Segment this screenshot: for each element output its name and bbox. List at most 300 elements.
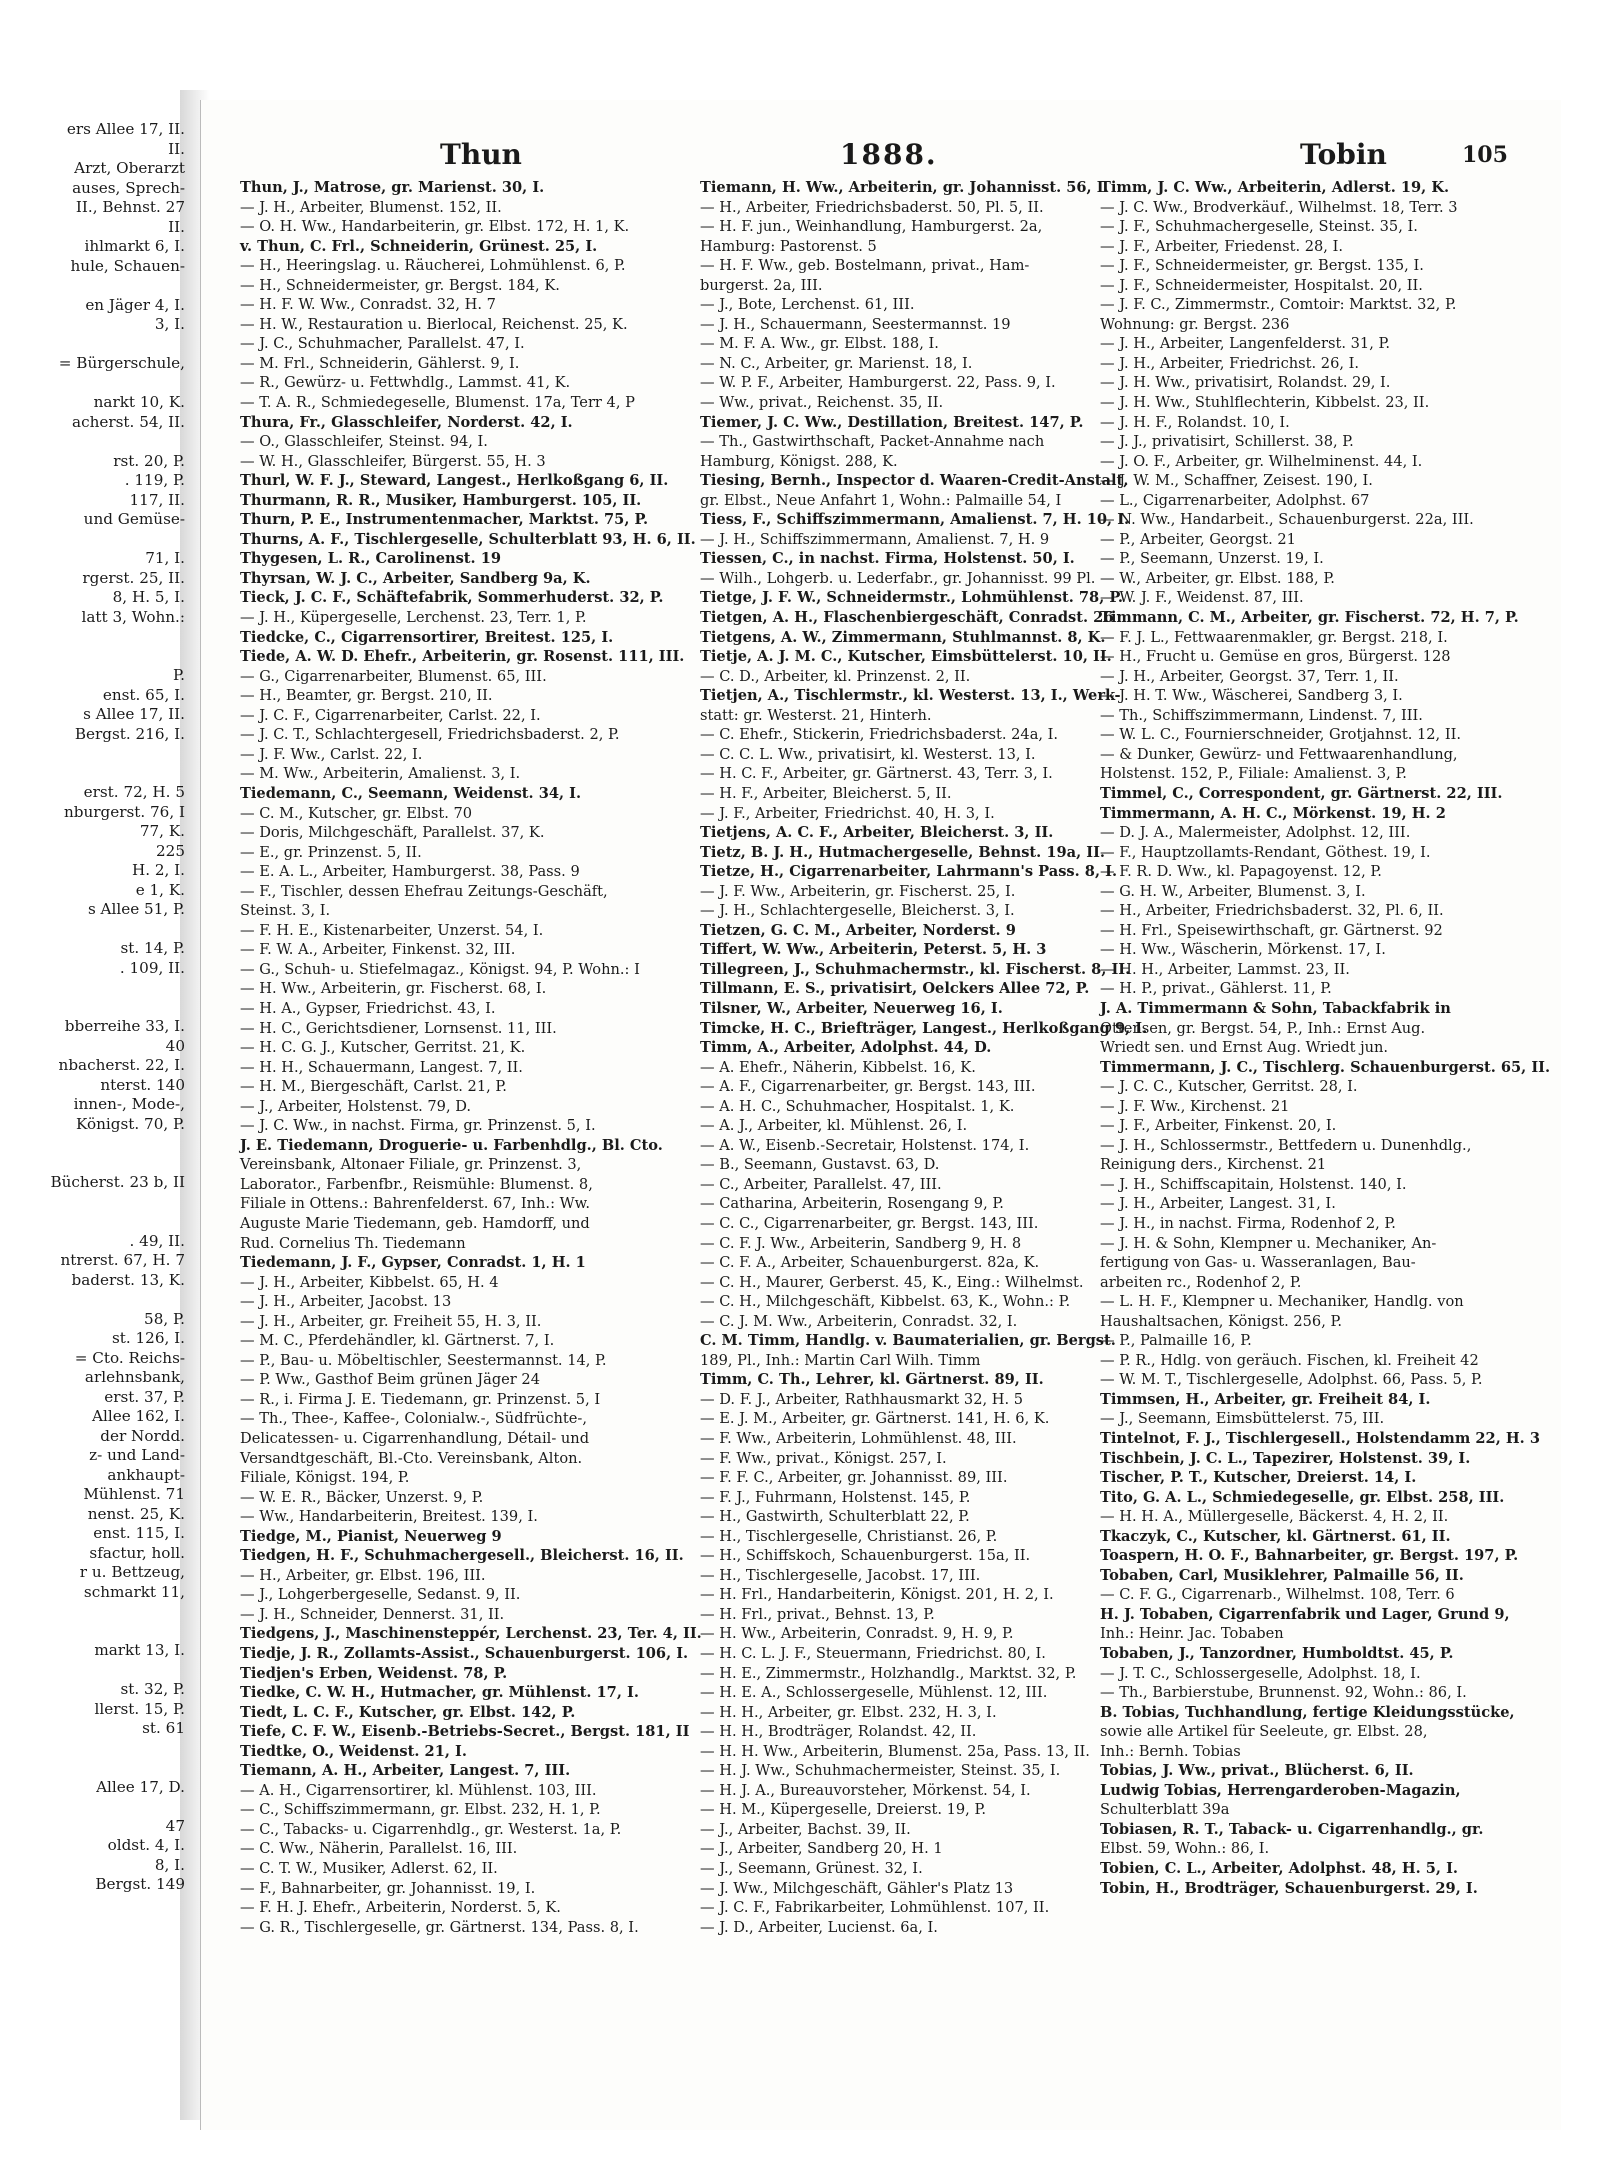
directory-entry: Tito, G. A. L., Schmiedegeselle, gr. Elbst. 258, III. bbox=[1100, 1488, 1505, 1506]
directory-entry: Tietzen, G. C. M., Arbeiter, Norderst. 9 bbox=[700, 921, 1016, 939]
directory-entry: — H., Heeringslag. u. Räucherei, Lohmühlenst. 6, P. bbox=[240, 257, 626, 275]
directory-entry: — C. J. M. Ww., Arbeiterin, Conradst. 32, I. bbox=[700, 1312, 1018, 1330]
directory-entry: — W. L. C., Fournierschneider, Grotjahnst. 12, II. bbox=[1100, 726, 1462, 744]
directory-entry: Laborator., Farbenfbr., Reismühle: Blumenst. 8, bbox=[240, 1175, 593, 1193]
prev-page-line bbox=[0, 998, 185, 1018]
directory-entry: Tietz, B. J. H., Hutmachergeselle, Behnst. 19a, II. bbox=[700, 843, 1105, 861]
directory-entry: — W. H., Glasschleifer, Bürgerst. 55, H. 3 bbox=[240, 452, 546, 470]
prev-page-line: acherst. 54, II. bbox=[72, 412, 185, 431]
prev-page-line: Allee 17, D. bbox=[96, 1777, 185, 1796]
prev-page-line: arlehnsbank, bbox=[84, 1368, 185, 1386]
directory-entry: Toaspern, H. O. F., Bahnarbeiter, gr. Bergst. 197, P. bbox=[1100, 1547, 1519, 1565]
directory-entry: — J., Seemann, Grünest. 32, I. bbox=[700, 1860, 923, 1878]
directory-entry: — J. H. F., Rolandst. 10, I. bbox=[1100, 413, 1290, 431]
directory-entry: Timmel, C., Correspondent, gr. Gärtnerst. 22, III. bbox=[1100, 784, 1503, 802]
directory-entry: — H., Schneidermeister, gr. Bergst. 184, K. bbox=[240, 276, 560, 294]
prev-page-line bbox=[0, 1154, 185, 1174]
prev-page-line: nburgerst. 76, I bbox=[63, 802, 185, 821]
directory-entry: Hamburg: Pastorenst. 5 bbox=[700, 237, 877, 255]
prev-page-line bbox=[0, 627, 185, 647]
directory-entry: — C. D., Arbeiter, kl. Prinzenst. 2, II. bbox=[700, 667, 971, 685]
directory-entry: — H. Frl., Handarbeiterin, Königst. 201, H. 2, I. bbox=[700, 1586, 1054, 1604]
directory-entry: — E. J. M., Arbeiter, gr. Gärtnerst. 141, H. 6, K. bbox=[700, 1410, 1050, 1428]
directory-entry: — C., Tabacks- u. Cigarrenhdlg., gr. Westerst. 1a, P. bbox=[240, 1820, 622, 1838]
directory-entry: — J. C., Schuhmacher, Parallelst. 47, I. bbox=[240, 335, 525, 353]
directory-entry: Tietjen, A., Tischlermstr., kl. Westerst. 13, I., Werk- bbox=[700, 687, 1121, 705]
directory-entry: Thyrsan, W. J. C., Arbeiter, Sandberg 9a, K. bbox=[240, 569, 591, 587]
directory-entry: Tilsner, W., Arbeiter, Neuerweg 16, I. bbox=[700, 999, 1003, 1017]
directory-entry: Haushaltsachen, Königst. 256, P. bbox=[1100, 1312, 1342, 1330]
directory-entry: Thurl, W. F. J., Steward, Langest., Herlkoßgang 6, II. bbox=[240, 472, 669, 490]
directory-entry: — J. T. C., Schlossergeselle, Adolphst. 18, I. bbox=[1100, 1664, 1421, 1682]
prev-page-line: . 49, II. bbox=[129, 1231, 185, 1250]
directory-entry: Holstenst. 152, P., Filiale: Amalienst. 3, P. bbox=[1100, 765, 1407, 783]
prev-page-line: 40 bbox=[165, 1036, 185, 1055]
directory-entry: — F. H. E., Kistenarbeiter, Unzerst. 54, I. bbox=[240, 921, 544, 939]
directory-entry: Tiedemann, C., Seemann, Weidenst. 34, I. bbox=[240, 784, 582, 802]
directory-entry: — Th., Thee-, Kaffee-, Colonialw.-, Südfrüchte-, bbox=[240, 1410, 587, 1428]
directory-entry: — L., Cigarrenarbeiter, Adolphst. 67 bbox=[1100, 491, 1370, 509]
prev-page-line: und Gemüse- bbox=[83, 510, 185, 528]
directory-entry: — H. F., Arbeiter, Bleicherst. 5, II. bbox=[700, 784, 952, 802]
prev-page-line: Bücherst. 23 b, II bbox=[50, 1173, 185, 1191]
directory-entry: Tiedge, M., Pianist, Neuerweg 9 bbox=[240, 1527, 502, 1545]
prev-page-line: 3, I. bbox=[154, 315, 185, 333]
directory-entry: Tieck, J. C. F., Schäftefabrik, Sommerhuderst. 32, P. bbox=[240, 589, 664, 607]
prev-page-line: latt 3, Wohn.: bbox=[81, 607, 185, 626]
directory-entry: — H., Gastwirth, Schulterblatt 22, P. bbox=[700, 1508, 970, 1526]
directory-entry: — A. W., Eisenb.-Secretair, Holstenst. 174, I. bbox=[700, 1136, 1030, 1154]
directory-entry: — P., Bau- u. Möbeltischler, Seestermannst. 14, P. bbox=[240, 1351, 607, 1369]
prev-page-line bbox=[0, 1797, 185, 1817]
prev-page-line bbox=[0, 1134, 185, 1154]
directory-entry: — H. C. G. J., Kutscher, Gerritst. 21, K. bbox=[240, 1039, 526, 1057]
directory-entry: — H. M., Biergeschäft, Carlst. 21, P. bbox=[240, 1078, 507, 1096]
directory-entry: — C., Arbeiter, Parallelst. 47, III. bbox=[700, 1175, 942, 1193]
prev-page-line: = Cto. Reichs- bbox=[74, 1348, 185, 1367]
directory-entry: — Th., Barbierstube, Brunnenst. 92, Wohn.: 86, I. bbox=[1100, 1684, 1467, 1702]
prev-page-line: P. bbox=[173, 666, 185, 684]
directory-entry: J. A. Timmermann & Sohn, Tabackfabrik in bbox=[1100, 999, 1451, 1017]
directory-entry: Thurns, A. F., Tischlergeselle, Schulterblatt 93, H. 6, II. bbox=[240, 530, 696, 548]
directory-entry: — F. W. A., Arbeiter, Finkenst. 32, III. bbox=[240, 941, 516, 959]
directory-entry: Tintelnot, F. J., Tischlergesell., Holstendamm 22, H. 3 bbox=[1100, 1430, 1540, 1447]
directory-entry: Timcke, H. C., Briefträger, Langest., Herlkoßgang 9, I. bbox=[700, 1019, 1148, 1037]
directory-entry: — W. E. R., Bäcker, Unzerst. 9, P. bbox=[240, 1488, 484, 1506]
prev-page-line: . 109, II. bbox=[119, 958, 185, 977]
prev-page-line bbox=[0, 1290, 185, 1310]
prev-page-line: st. 126, I. bbox=[111, 1329, 185, 1347]
prev-page-line: = Bürgerschule, bbox=[58, 354, 185, 372]
directory-entry: — P., Palmaille 16, P. bbox=[1100, 1332, 1252, 1350]
page-header bbox=[240, 138, 1540, 174]
directory-entry: — H. E., Zimmermstr., Holzhandlg., Marktst. 32, P. bbox=[700, 1664, 1077, 1682]
directory-entry: — J. H., Schiffscapitain, Holstenst. 140, I. bbox=[1100, 1175, 1407, 1193]
directory-entry: Tiessen, C., in nachst. Firma, Holstenst. 50, I. bbox=[700, 550, 1075, 568]
directory-entry: — A. F., Cigarrenarbeiter, gr. Bergst. 143, III. bbox=[700, 1078, 1036, 1096]
directory-entry: Tiffert, W. Ww., Arbeiterin, Peterst. 5, H. 3 bbox=[700, 941, 1047, 959]
directory-entry: — H., Frucht u. Gemüse en gros, Bürgerst. 128 bbox=[1100, 648, 1451, 666]
directory-column-2 bbox=[700, 178, 1148, 2078]
prev-page-line: hule, Schauen- bbox=[70, 256, 185, 275]
directory-entry: — J. F., Schneidermeister, Hospitalst. 20, II. bbox=[1100, 276, 1423, 294]
directory-entry: — J. O. F., Arbeiter, gr. Wilhelminenst. 44, I. bbox=[1100, 452, 1423, 470]
directory-entry: Tiemer, J. C. Ww., Destillation, Breitest. 147, P. bbox=[700, 413, 1084, 431]
directory-entry: — M. C., Pferdehändler, kl. Gärtnerst. 7, I. bbox=[240, 1332, 555, 1350]
directory-entry: burgerst. 2a, III. bbox=[700, 276, 823, 294]
directory-entry: — M. Ww., Arbeiterin, Amalienst. 3, I. bbox=[240, 765, 521, 783]
prev-page-line: II. bbox=[168, 217, 185, 236]
directory-entry: 189, Pl., Inh.: Martin Carl Wilh. Timm bbox=[700, 1351, 981, 1369]
directory-entry: — J. D., Arbeiter, Lucienst. 6a, I. bbox=[700, 1918, 938, 1936]
prev-page-line: st. 14, P. bbox=[120, 939, 185, 957]
directory-entry: — H. H., Arbeiter, Lammst. 23, II. bbox=[1100, 960, 1350, 978]
directory-entry: Tiedje, J. R., Zollamts-Assist., Schauenburgerst. 106, I. bbox=[240, 1645, 689, 1663]
directory-entry: — W. J. F., Weidenst. 87, III. bbox=[1100, 589, 1304, 607]
directory-entry: Tietgens, A. W., Zimmermann, Stuhlmannst. 8, K. bbox=[700, 628, 1106, 646]
directory-entry: — D. J. A., Malermeister, Adolphst. 12, III. bbox=[1100, 824, 1411, 842]
directory-entry: — P., Arbeiter, Georgst. 21 bbox=[1100, 530, 1296, 548]
directory-entry: Thygesen, L. R., Carolinenst. 19 bbox=[240, 550, 502, 568]
directory-entry: Tobias, J. Ww., privat., Blücherst. 6, II. bbox=[1100, 1762, 1414, 1780]
directory-entry: Tkaczyk, C., Kutscher, kl. Gärtnerst. 61, II. bbox=[1100, 1527, 1451, 1545]
directory-entry: — A. H., Cigarrensortirer, kl. Mühlenst. 103, III. bbox=[240, 1781, 597, 1799]
directory-entry: — J., Arbeiter, Bachst. 39, II. bbox=[700, 1820, 911, 1838]
directory-entry: Ludwig Tobias, Herrengarderoben-Magazin, bbox=[1100, 1781, 1461, 1799]
directory-entry: — M. Frl., Schneiderin, Gählerst. 9, I. bbox=[240, 354, 520, 372]
directory-entry: — J. H., Arbeiter, gr. Freiheit 55, H. 3, II. bbox=[240, 1312, 542, 1330]
directory-entry: — J. H., Arbeiter, Friedrichst. 26, I. bbox=[1100, 354, 1360, 372]
directory-entry: — P. R., Hdlg. von geräuch. Fischen, kl. Freiheit 42 bbox=[1100, 1351, 1479, 1369]
directory-entry: — F. J. L., Fettwaarenmakler, gr. Bergst. 218, I. bbox=[1100, 628, 1448, 646]
directory-entry: — & Dunker, Gewürz- und Fettwaarenhandlung, bbox=[1100, 745, 1458, 763]
directory-entry: sowie alle Artikel für Seeleute, gr. Elbst. 28, bbox=[1100, 1723, 1428, 1741]
directory-entry: Schulterblatt 39a bbox=[1100, 1801, 1230, 1819]
directory-entry: Timmermann, J. C., Tischlerg. Schauenburgerst. 65, II. bbox=[1100, 1058, 1551, 1076]
directory-entry: Wriedt sen. und Ernst Aug. Wriedt jun. bbox=[1100, 1039, 1389, 1057]
prev-page-line bbox=[0, 1602, 185, 1622]
directory-entry: — J. H., Arbeiter, Langenfelderst. 31, P. bbox=[1100, 335, 1390, 353]
prev-page-line: ihlmarkt 6, I. bbox=[84, 237, 185, 255]
directory-entry: B. Tobias, Tuchhandlung, fertige Kleidungsstücke, bbox=[1100, 1703, 1515, 1721]
directory-entry: Thun, J., Matrose, gr. Marienst. 30, I. bbox=[240, 179, 545, 196]
directory-entry: — J. H., Schlachtergeselle, Bleicherst. 3, I. bbox=[700, 902, 1015, 920]
directory-entry: — J. H., Schneider, Dennerst. 31, II. bbox=[240, 1605, 505, 1623]
directory-entry: — P. Ww., Gasthof Beim grünen Jäger 24 bbox=[240, 1371, 540, 1389]
directory-entry: Inh.: Bernh. Tobias bbox=[1100, 1742, 1241, 1760]
directory-entry: Tietje, A. J. M. C., Kutscher, Eimsbüttelerst. 10, II. bbox=[700, 648, 1112, 666]
prev-page-line bbox=[0, 744, 185, 764]
directory-entry: — G. H. W., Arbeiter, Blumenst. 3, I. bbox=[1100, 882, 1366, 900]
directory-entry: — H., Arbeiter, Friedrichsbaderst. 32, Pl. 6, II. bbox=[1100, 902, 1444, 920]
prev-page-line bbox=[0, 920, 185, 940]
directory-entry: — B., Seemann, Gustavst. 63, D. bbox=[700, 1156, 940, 1174]
directory-entry: — J. H., Schauermann, Seestermannst. 19 bbox=[700, 315, 1011, 333]
directory-entry: Filiale in Ottens.: Bahrenfelderst. 67, Inh.: Ww. bbox=[240, 1195, 591, 1213]
directory-entry: Tiess, F., Schiffszimmermann, Amalienst. 7, H. 10, I. bbox=[700, 511, 1130, 529]
prev-page-line: 225 bbox=[156, 841, 185, 860]
prev-page-line bbox=[0, 978, 185, 998]
directory-entry: — H. Ww., Arbeiterin, gr. Fischerst. 68, I. bbox=[240, 980, 547, 998]
prev-page-line: . 119, P. bbox=[124, 471, 185, 489]
directory-entry: — A. Ehefr., Näherin, Kibbelst. 16, K. bbox=[700, 1058, 976, 1076]
directory-entry: — C., Schiffszimmermann, gr. Elbst. 232, H. 1, P. bbox=[240, 1801, 601, 1819]
prev-page-line: 8, I. bbox=[154, 1855, 185, 1874]
directory-entry: — F., Hauptzollamts-Rendant, Göthest. 19, I. bbox=[1100, 843, 1431, 861]
directory-entry: — T. A. R., Schmiedegeselle, Blumenst. 17a, Terr 4, P bbox=[240, 394, 635, 412]
previous-page-fragment bbox=[0, 120, 185, 2050]
directory-entry: — O. H. Ww., Handarbeiterin, gr. Elbst. 172, H. 1, K. bbox=[240, 218, 630, 236]
prev-page-line: auses, Sprech- bbox=[72, 178, 185, 197]
directory-entry: — J. C. F., Fabrikarbeiter, Lohmühlenst. 107, II. bbox=[700, 1899, 1050, 1917]
directory-entry: Versandtgeschäft, Bl.-Cto. Vereinsbank, Alton. bbox=[240, 1449, 583, 1467]
directory-entry: fertigung von Gas- u. Wasseranlagen, Bau- bbox=[1100, 1254, 1416, 1272]
prev-page-line: erst. 37, P. bbox=[104, 1387, 185, 1406]
directory-entry: — J. C. F., Cigarrenarbeiter, Carlst. 22, I. bbox=[240, 706, 541, 724]
prev-page-line bbox=[0, 1758, 185, 1778]
prev-page-line: II., Behnst. 27 bbox=[75, 198, 185, 216]
prev-page-line bbox=[0, 530, 185, 550]
directory-entry: Inh.: Heinr. Jac. Tobaben bbox=[1100, 1625, 1284, 1643]
prev-page-line: enst. 115, I. bbox=[93, 1524, 185, 1542]
directory-entry: — R., Gewürz- u. Fettwhdlg., Lammst. 41, K. bbox=[240, 374, 571, 392]
directory-entry: — H. C., Gerichtsdiener, Lornsenst. 11, III. bbox=[240, 1019, 557, 1037]
directory-entry: Tietge, J. F. W., Schneidermstr., Lohmühlenst. 78, P. bbox=[700, 589, 1124, 607]
directory-entry: Tobaben, J., Tanzordner, Humboldtst. 45, P. bbox=[1100, 1645, 1454, 1663]
directory-entry: Tiedgen, H. F., Schuhmachergesell., Bleicherst. 16, II. bbox=[240, 1547, 684, 1565]
directory-entry: Tiedke, C. W. H., Hutmacher, gr. Mühlenst. 17, I. bbox=[240, 1684, 639, 1702]
directory-entry: — C. M., Kutscher, gr. Elbst. 70 bbox=[240, 804, 473, 822]
directory-entry: — C. F. A., Arbeiter, Schauenburgerst. 82a, K. bbox=[700, 1254, 1040, 1272]
directory-entry: — H. A., Gypser, Friedrichst. 43, I. bbox=[240, 999, 496, 1017]
prev-page-line: nenst. 25, K. bbox=[87, 1504, 185, 1523]
prev-page-line: oldst. 4, I. bbox=[107, 1836, 185, 1854]
directory-entry: — Wilh., Lohgerb. u. Lederfabr., gr. Johannisst. 99 Pl. bbox=[700, 569, 1096, 587]
directory-entry: — J. J., privatisirt, Schillerst. 38, P. bbox=[1100, 433, 1354, 451]
directory-entry: — F., Bahnarbeiter, gr. Johannisst. 19, I. bbox=[240, 1879, 536, 1897]
directory-entry: — G., Cigarrenarbeiter, Blumenst. 65, III. bbox=[240, 667, 547, 685]
directory-entry: Tillmann, E. S., privatisirt, Oelckers Allee 72, P. bbox=[700, 980, 1090, 998]
directory-entry: Tobien, C. L., Arbeiter, Adolphst. 48, H. 5, I. bbox=[1100, 1860, 1458, 1878]
directory-entry: Timm, C. Th., Lehrer, kl. Gärtnerst. 89, II. bbox=[700, 1371, 1044, 1389]
prev-page-line: s Allee 17, II. bbox=[83, 705, 185, 723]
directory-entry: — J. H., Arbeiter, Kibbelst. 65, H. 4 bbox=[240, 1273, 499, 1291]
directory-entry: — J. C. Ww., in nachst. Firma, gr. Prinzenst. 5, I. bbox=[240, 1117, 596, 1135]
prev-page-line: 47 bbox=[165, 1816, 185, 1835]
prev-page-line: Arzt, Oberarzt bbox=[74, 159, 185, 177]
directory-entry: Tietze, H., Cigarrenarbeiter, Lahrmann's Pass. 8, I. bbox=[700, 863, 1118, 881]
prev-page-line: Königst. 70, P. bbox=[76, 1114, 185, 1133]
directory-entry: — J. H. Ww., Stuhlflechterin, Kibbelst. 23, II. bbox=[1100, 394, 1430, 412]
prev-page-line bbox=[0, 335, 185, 355]
directory-entry: Thurmann, R. R., Musiker, Hamburgerst. 105, II. bbox=[240, 491, 642, 509]
directory-entry: gr. Elbst., Neue Anfahrt 1, Wohn.: Palmaille 54, I bbox=[700, 491, 1062, 509]
directory-entry: — W., Arbeiter, gr. Elbst. 188, P. bbox=[1100, 569, 1335, 587]
directory-entry: Delicatessen- u. Cigarrenhandlung, Détail- und bbox=[240, 1430, 590, 1447]
prev-page-line: enst. 65, I. bbox=[102, 685, 185, 704]
prev-page-line: e 1, K. bbox=[135, 880, 185, 899]
directory-entry: — J. F. Ww., Carlst. 22, I. bbox=[240, 745, 423, 763]
prev-page-line: ers Allee 17, II. bbox=[66, 120, 185, 138]
directory-entry: — Ww., privat., Reichenst. 35, II. bbox=[700, 394, 944, 412]
prev-page-line: 71, I. bbox=[145, 549, 185, 567]
directory-entry: — J. F. Ww., Arbeiterin, gr. Fischerst. 25, I. bbox=[700, 882, 1016, 900]
prev-page-line bbox=[0, 276, 185, 296]
directory-entry: — H. Ww., Wäscherin, Mörkenst. 17, I. bbox=[1100, 941, 1386, 959]
directory-entry: — A. J., Arbeiter, kl. Mühlenst. 26, I. bbox=[700, 1117, 968, 1135]
directory-entry: — H. Ww., Arbeiterin, Conradst. 9, H. 9, P. bbox=[700, 1625, 1014, 1643]
directory-entry: — J., Bote, Lerchenst. 61, III. bbox=[700, 296, 915, 314]
directory-entry: Tiedtke, O., Weidenst. 21, I. bbox=[240, 1742, 467, 1760]
directory-entry: Wohnung: gr. Bergst. 236 bbox=[1100, 315, 1290, 333]
directory-entry: — J. F., Schneidermeister, gr. Bergst. 135, I. bbox=[1100, 257, 1424, 275]
directory-entry: Tiedcke, C., Cigarrensortirer, Breitest. 125, I. bbox=[240, 628, 614, 646]
prev-page-line bbox=[0, 1622, 185, 1642]
directory-entry: Timmann, C. M., Arbeiter, gr. Fischerst. 72, H. 7, P. bbox=[1100, 609, 1519, 627]
directory-entry: — G. R., Tischlergeselle, gr. Gärtnerst. 134, Pass. 8, I. bbox=[240, 1918, 639, 1936]
directory-entry: Tiedt, L. C. F., Kutscher, gr. Elbst. 142, P. bbox=[240, 1703, 576, 1721]
directory-entry: Filiale, Königst. 194, P. bbox=[240, 1469, 410, 1487]
directory-entry: Tiesing, Bernh., Inspector d. Waaren-Credit-Anstalt, bbox=[700, 472, 1129, 490]
directory-entry: — J. F., Arbeiter, Friedenst. 28, I. bbox=[1100, 237, 1343, 255]
directory-entry: Elbst. 59, Wohn.: 86, I. bbox=[1100, 1840, 1270, 1858]
directory-entry: — J. H., Küpergeselle, Lerchenst. 23, Terr. 1, P. bbox=[240, 609, 587, 627]
directory-entry: — H., Tischlergeselle, Christianst. 26, P. bbox=[700, 1527, 998, 1545]
prev-page-line: innen-, Mode-, bbox=[73, 1095, 185, 1113]
directory-entry: — C. C. L. Ww., privatisirt, kl. Westerst. 13, I. bbox=[700, 745, 1036, 763]
prev-page-line: nterst. 140 bbox=[100, 1075, 185, 1094]
directory-entry: — H. H. Ww., Arbeiterin, Blumenst. 25a, Pass. 13, II. bbox=[700, 1742, 1090, 1760]
directory-entry: — J. H., Schlossermstr., Bettfedern u. Dunenhdlg., bbox=[1100, 1136, 1472, 1154]
directory-entry: — H., Arbeiter, Friedrichsbaderst. 50, Pl. 5, II. bbox=[700, 198, 1044, 216]
prev-page-line: 58, P. bbox=[144, 1309, 185, 1328]
directory-entry: — H., Arbeiter, gr. Elbst. 196, III. bbox=[240, 1566, 486, 1584]
prev-page-line: 77, K. bbox=[139, 822, 185, 840]
directory-entry: Timmsen, H., Arbeiter, gr. Freiheit 84, I. bbox=[1100, 1390, 1431, 1408]
directory-entry: — F. H. J. Ehefr., Arbeiterin, Norderst. 5, K. bbox=[240, 1899, 561, 1917]
directory-entry: — J. F., Schuhmachergeselle, Steinst. 35, I. bbox=[1100, 218, 1418, 236]
prev-page-line: Bergst. 149 bbox=[95, 1875, 185, 1893]
directory-entry: — J. C. C., Kutscher, Gerritst. 28, I. bbox=[1100, 1078, 1358, 1096]
prev-page-line: erst. 72, H. 5 bbox=[83, 783, 185, 801]
directory-entry: — W. P. F., Arbeiter, Hamburgerst. 22, Pass. 9, I. bbox=[700, 374, 1056, 392]
directory-entry: — F. Ww., Arbeiterin, Lohmühlenst. 48, III. bbox=[700, 1430, 1017, 1447]
directory-entry: — P., Seemann, Unzerst. 19, I. bbox=[1100, 550, 1324, 568]
directory-entry: — L. H. F., Klempner u. Mechaniker, Handlg. von bbox=[1100, 1293, 1464, 1311]
prev-page-line: Bergst. 216, I. bbox=[74, 724, 185, 743]
directory-entry: Tischbein, J. C. L., Tapezirer, Holstenst. 39, I. bbox=[1100, 1449, 1471, 1467]
directory-entry: — C. H., Milchgeschäft, Kibbelst. 63, K., Wohn.: P. bbox=[700, 1293, 1071, 1311]
directory-entry: — J. H., Arbeiter, Langest. 31, I. bbox=[1100, 1195, 1336, 1213]
directory-entry: — C. F. G., Cigarrenarb., Wilhelmst. 108, Terr. 6 bbox=[1100, 1586, 1455, 1604]
prev-page-line: schmarkt 11, bbox=[83, 1582, 185, 1601]
prev-page-line: baderst. 13, K. bbox=[71, 1270, 185, 1289]
directory-entry: — H. E. A., Schlossergeselle, Mühlenst. 12, III. bbox=[700, 1684, 1048, 1702]
directory-entry: — H. P., privat., Gählerst. 11, P. bbox=[1100, 980, 1332, 998]
directory-entry: — Th., Schiffszimmermann, Lindenst. 7, III. bbox=[1100, 706, 1423, 724]
directory-entry: Ottensen, gr. Bergst. 54, P., Inh.: Ernst Aug. bbox=[1100, 1019, 1426, 1037]
directory-entry: — C. H., Maurer, Gerberst. 45, K., Eing.: Wilhelmst. bbox=[700, 1273, 1084, 1291]
header-year: 1888. bbox=[840, 138, 938, 171]
prev-page-line bbox=[0, 764, 185, 784]
prev-page-line bbox=[0, 432, 185, 452]
directory-entry: arbeiten rc., Rodenhof 2, P. bbox=[1100, 1273, 1302, 1291]
directory-entry: — J. H., Arbeiter, Georgst. 37, Terr. 1, II. bbox=[1100, 667, 1399, 685]
directory-entry: — M. F. A. Ww., gr. Elbst. 188, I. bbox=[700, 335, 939, 353]
directory-entry: — H. W., Restauration u. Bierlocal, Reichenst. 25, K. bbox=[240, 315, 628, 333]
directory-entry: — J. F., Arbeiter, Friedrichst. 40, H. 3, I. bbox=[700, 804, 995, 822]
directory-entry: statt: gr. Westerst. 21, Hinterh. bbox=[700, 706, 932, 724]
prev-page-line bbox=[0, 374, 185, 394]
directory-entry: Hamburg, Königst. 288, K. bbox=[700, 452, 898, 470]
directory-entry: — J. H. T. Ww., Wäscherei, Sandberg 3, I. bbox=[1100, 687, 1403, 705]
directory-entry: — J. H., Arbeiter, Jacobst. 13 bbox=[240, 1293, 452, 1311]
directory-entry: — H. H., Brodträger, Rolandst. 42, II. bbox=[700, 1723, 977, 1741]
page-number: 105 bbox=[1462, 142, 1508, 168]
directory-entry: — J. C. Ww., Brodverkäuf., Wilhelmst. 18, Terr. 3 bbox=[1100, 198, 1458, 216]
directory-entry: — J. F. C., Zimmermstr., Comtoir: Marktst. 32, P. bbox=[1100, 296, 1457, 314]
directory-entry: — J. H., Schiffszimmermann, Amalienst. 7, H. 9 bbox=[700, 530, 1050, 548]
prev-page-line: Allee 162, I. bbox=[92, 1407, 185, 1425]
directory-entry: — H. J. A., Bureauvorsteher, Mörkenst. 54, I. bbox=[700, 1781, 1031, 1799]
directory-entry: Tiemann, A. H., Arbeiter, Langest. 7, III. bbox=[240, 1762, 571, 1780]
directory-entry: — C. C., Cigarrenarbeiter, gr. Bergst. 143, III. bbox=[700, 1214, 1039, 1232]
directory-entry: — G., Schuh- u. Stiefelmagaz., Königst. 94, P. Wohn.: I bbox=[240, 960, 640, 978]
directory-entry: — J. F. Ww., Kirchenst. 21 bbox=[1100, 1097, 1290, 1115]
directory-entry: — H. F. jun., Weinhandlung, Hamburgerst. 2a, bbox=[700, 218, 1043, 236]
directory-entry: Timm, J. C. Ww., Arbeiterin, Adlerst. 19, K. bbox=[1100, 179, 1450, 196]
directory-entry: — H. Frl., privat., Behnst. 13, P. bbox=[700, 1605, 935, 1623]
directory-entry: Tietgen, A. H., Flaschenbiergeschäft, Conradst. 26 bbox=[700, 609, 1114, 627]
prev-page-line: Mühlenst. 71 bbox=[83, 1485, 185, 1503]
directory-entry: — H., Schiffskoch, Schauenburgerst. 15a, II. bbox=[700, 1547, 1031, 1565]
directory-entry: — H., Tischlergeselle, Jacobst. 17, III. bbox=[700, 1566, 981, 1584]
directory-entry: — Doris, Milchgeschäft, Parallelst. 37, K. bbox=[240, 824, 545, 842]
directory-entry: — W. M. T., Tischlergeselle, Adolphst. 66, Pass. 5, P. bbox=[1100, 1371, 1483, 1389]
directory-entry: — H. H. A., Müllergeselle, Bäckerst. 4, H. 2, II. bbox=[1100, 1508, 1449, 1526]
prev-page-line: bberreihe 33, I. bbox=[64, 1017, 185, 1035]
directory-entry: — F. R. D. Ww., kl. Papagoyenst. 12, P. bbox=[1100, 863, 1382, 881]
directory-entry: Timmermann, A. H. C., Mörkenst. 19, H. 2 bbox=[1100, 804, 1446, 822]
directory-entry: Tobiasen, R. T., Taback- u. Cigarrenhandlg., gr. bbox=[1100, 1820, 1484, 1838]
directory-entry: — H. M., Küpergeselle, Dreierst. 19, P. bbox=[700, 1801, 986, 1819]
directory-entry: — H. C. F., Arbeiter, gr. Gärtnerst. 43, Terr. 3, I. bbox=[700, 765, 1053, 783]
directory-entry: Tiedemann, J. F., Gypser, Conradst. 1, H. 1 bbox=[240, 1254, 586, 1272]
header-right-keyword: Tobin bbox=[1300, 138, 1387, 171]
directory-entry: — N. Ww., Handarbeit., Schauenburgerst. 22a, III. bbox=[1100, 511, 1474, 529]
directory-entry: — H. F. Ww., geb. Bostelmann, privat., Ham- bbox=[700, 257, 1030, 275]
directory-column-3 bbox=[1100, 178, 1551, 2078]
prev-page-line: narkt 10, K. bbox=[93, 393, 185, 411]
prev-page-line: der Nordd. bbox=[100, 1426, 185, 1445]
prev-page-line: rgerst. 25, II. bbox=[82, 568, 185, 587]
prev-page-line bbox=[0, 1661, 185, 1681]
prev-page-line bbox=[0, 1212, 185, 1232]
directory-entry: — J. W. M., Schaffner, Zeisest. 190, I. bbox=[1100, 472, 1373, 490]
directory-entry: — F. Ww., privat., Königst. 257, I. bbox=[700, 1449, 947, 1467]
directory-entry: Tillegreen, J., Schuhmachermstr., kl. Fischerst. 8, II. bbox=[700, 960, 1131, 978]
directory-entry: — J. C. T., Schlachtergesell, Friedrichsbaderst. 2, P. bbox=[240, 726, 620, 744]
directory-entry: — Ww., Handarbeiterin, Breitest. 139, I. bbox=[240, 1508, 538, 1526]
directory-entry: Tischer, P. T., Kutscher, Dreierst. 14, I. bbox=[1100, 1469, 1417, 1487]
prev-page-line: nbacherst. 22, I. bbox=[58, 1056, 185, 1074]
directory-entry: Tietjens, A. C. F., Arbeiter, Bleicherst. 3, II. bbox=[700, 824, 1054, 842]
prev-page-line: 117, II. bbox=[129, 490, 185, 509]
directory-entry: — H. H., Schauermann, Langest. 7, II. bbox=[240, 1058, 523, 1076]
directory-entry: — J., Arbeiter, Holstenst. 79, D. bbox=[240, 1097, 472, 1115]
prev-page-line: markt 13, I. bbox=[94, 1641, 185, 1659]
directory-entry: — F. F. C., Arbeiter, gr. Johannisst. 89, III. bbox=[700, 1469, 1008, 1487]
